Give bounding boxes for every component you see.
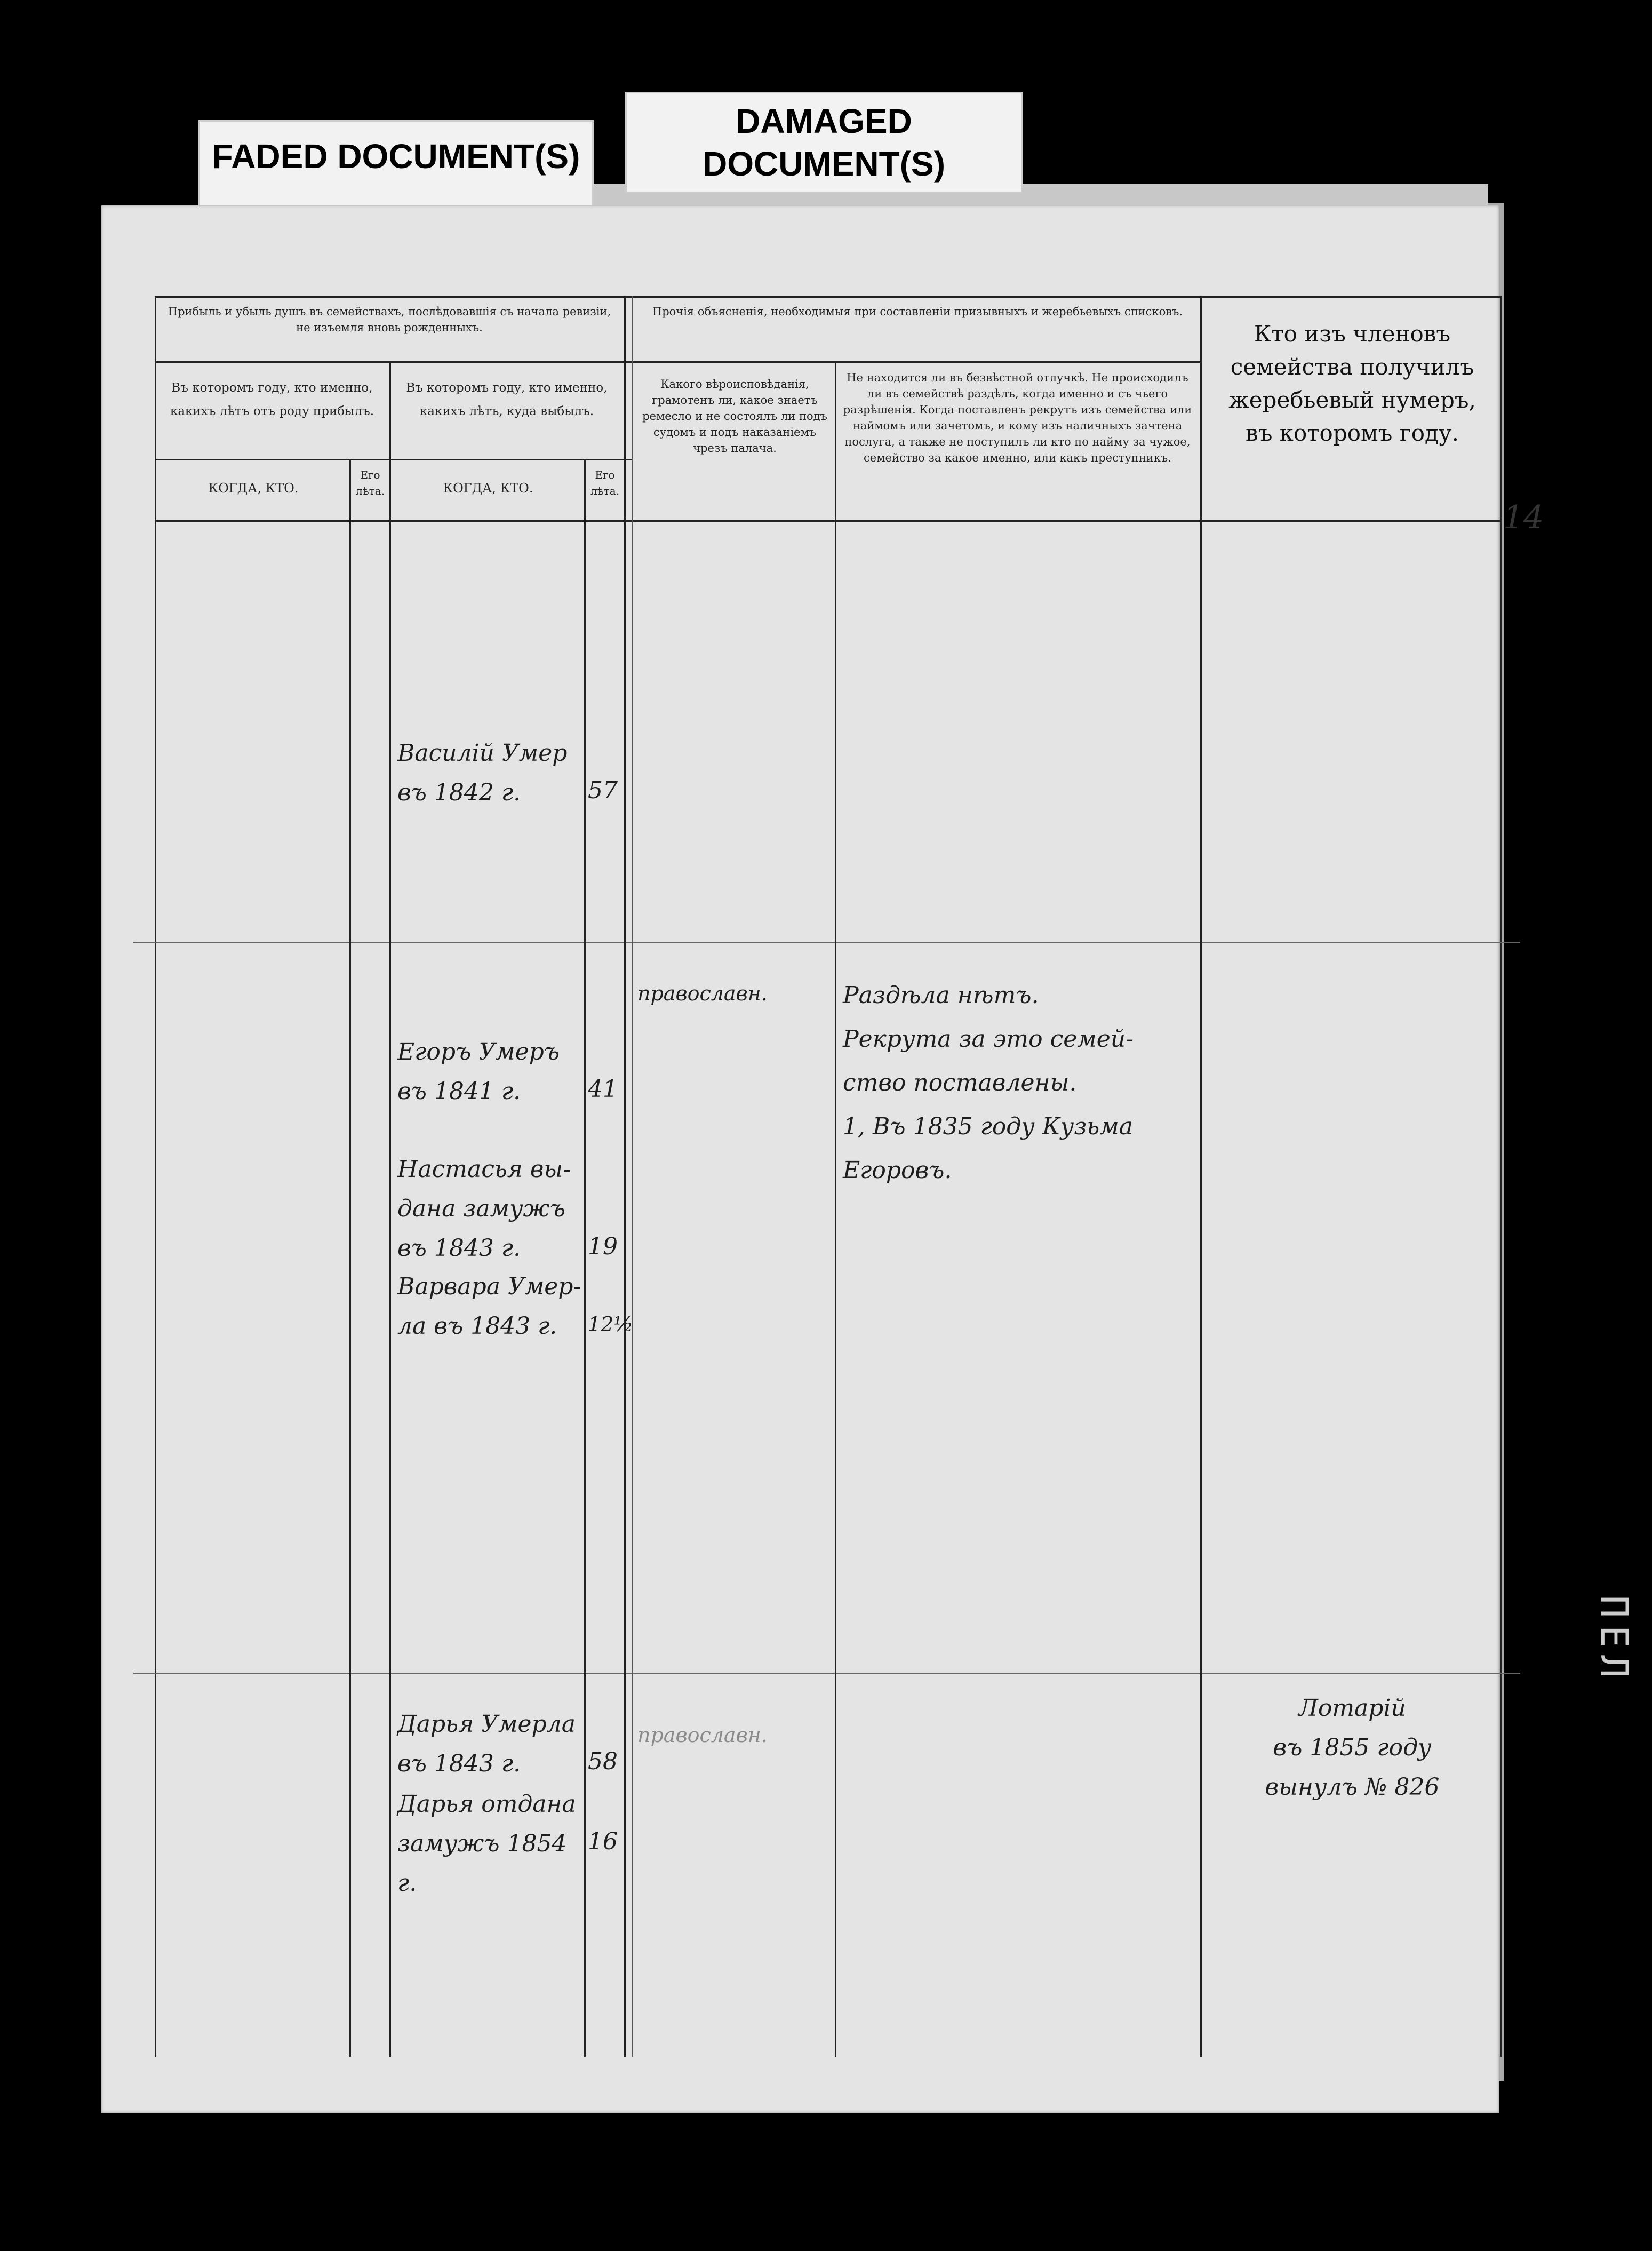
header-line-2 xyxy=(155,459,632,460)
faded-document-tag xyxy=(198,120,594,209)
header-lot-number: Кто изъ членовъ семейства получилъ жеребьевый нумеръ, въ которомъ году. xyxy=(1228,321,1476,446)
col-line-7 xyxy=(1200,296,1202,2057)
entry-age-darya-1: 58 xyxy=(588,1748,618,1775)
entry-notes-section2: Раздѣла нѣтъ. Рекрута за это семей- ство поставлены. 1, Въ 1835 году Кузьма Егоровъ. xyxy=(843,982,1134,1184)
entry-age-darya-2: 16 xyxy=(588,1828,618,1855)
sheet-number: 14 xyxy=(1503,499,1544,536)
register-table xyxy=(155,296,1502,2057)
header-religion: Какого вѣроисповѣданія, грамотенъ ли, какое знаетъ ремесло и не состоялъ ли подъ судомъ и подъ наказаніемъ чрезъ палача. xyxy=(642,378,827,455)
damaged-document-label-2: DOCUMENT(S) xyxy=(702,145,946,183)
col-line-5 xyxy=(632,296,633,2057)
entry-departed-darya-2: Дарья отдана замужъ 1854 г. xyxy=(397,1791,576,1897)
header-when-who-arrived: КОГДА, КТО. xyxy=(208,481,299,496)
entry-age-vasily: 57 xyxy=(588,777,618,804)
header-line-1b xyxy=(632,361,1200,363)
col-line-1 xyxy=(349,459,351,2057)
table-border-right xyxy=(1500,296,1502,2057)
header-age-arrived: Его лѣта. xyxy=(355,468,385,497)
header-group-gains-losses: Прибыль и убыль душъ въ семействахъ, послѣдовавшія съ начала ревизіи, не изъемля вновь рожденныхъ. xyxy=(167,305,611,334)
entry-departed-nastasya: Настасья вы- дана замужъ въ 1843 г. xyxy=(397,1156,571,1262)
document-page xyxy=(101,205,1544,2113)
edge-label: ПЕЛ xyxy=(1592,1595,1636,1685)
table-border-top xyxy=(155,296,1502,298)
entry-departed-darya-1: Дарья Умерла въ 1843 г. xyxy=(397,1711,576,1777)
damaged-document-tag xyxy=(625,92,1023,193)
header-departed: Въ которомъ году, кто именно, какихъ лѣтъ, куда выбылъ. xyxy=(406,381,608,418)
header-group-other-explanations: Прочія объясненія, необходимыя при составленіи призывныхъ и жеребьевыхъ списковъ. xyxy=(652,305,1183,318)
faded-document-label: FADED DOCUMENT(S) xyxy=(212,137,580,176)
section-separator-1 xyxy=(133,942,1520,943)
col-line-4 xyxy=(624,296,626,2057)
header-arrived: Въ которомъ году, кто именно, какихъ лѣтъ отъ роду прибылъ. xyxy=(170,381,374,418)
entry-age-egor: 41 xyxy=(588,1076,618,1103)
header-age-departed: Его лѣта. xyxy=(590,468,620,497)
header-bottom-line xyxy=(155,520,1502,522)
entry-lot-section3: Лотарій въ 1855 году вынулъ № 826 xyxy=(1265,1695,1440,1801)
damaged-document-label-1: DAMAGED xyxy=(736,102,912,140)
col-line-2 xyxy=(389,361,391,2057)
col-line-6 xyxy=(835,361,836,2057)
entry-departed-varvara: Варвара Умер- ла въ 1843 г. xyxy=(397,1273,581,1340)
entry-departed-vasily: Василій Умер въ 1842 г. xyxy=(397,739,568,806)
table-border-left xyxy=(155,296,156,2057)
col-line-3 xyxy=(584,459,586,2057)
header-absence: Не находится ли въ безвѣстной отлучкѣ. Не происходилъ ли въ семействѣ раздѣлъ, когда именно и съ чьего разрѣшенія. Когда поставленъ рекрутъ изъ семейства или наймомъ или зачетомъ, и кому изъ наличныхъ зачтена послуга, а также не поступилъ ли кто по найму за чужое, семейство за какое именно, или какъ преступникъ. xyxy=(843,371,1192,464)
header-when-who-departed: КОГДА, КТО. xyxy=(443,481,533,496)
entry-age-nastasya: 19 xyxy=(588,1233,618,1260)
section-separator-2 xyxy=(133,1673,1520,1674)
header-line-1 xyxy=(155,361,632,363)
entry-religion-section2: православн. xyxy=(637,982,768,1005)
entry-age-varvara: 12½ xyxy=(588,1313,634,1336)
entry-departed-egor: Егоръ Умеръ въ 1841 г. xyxy=(397,1038,560,1105)
entry-religion-section3: православн. xyxy=(637,1723,768,1747)
